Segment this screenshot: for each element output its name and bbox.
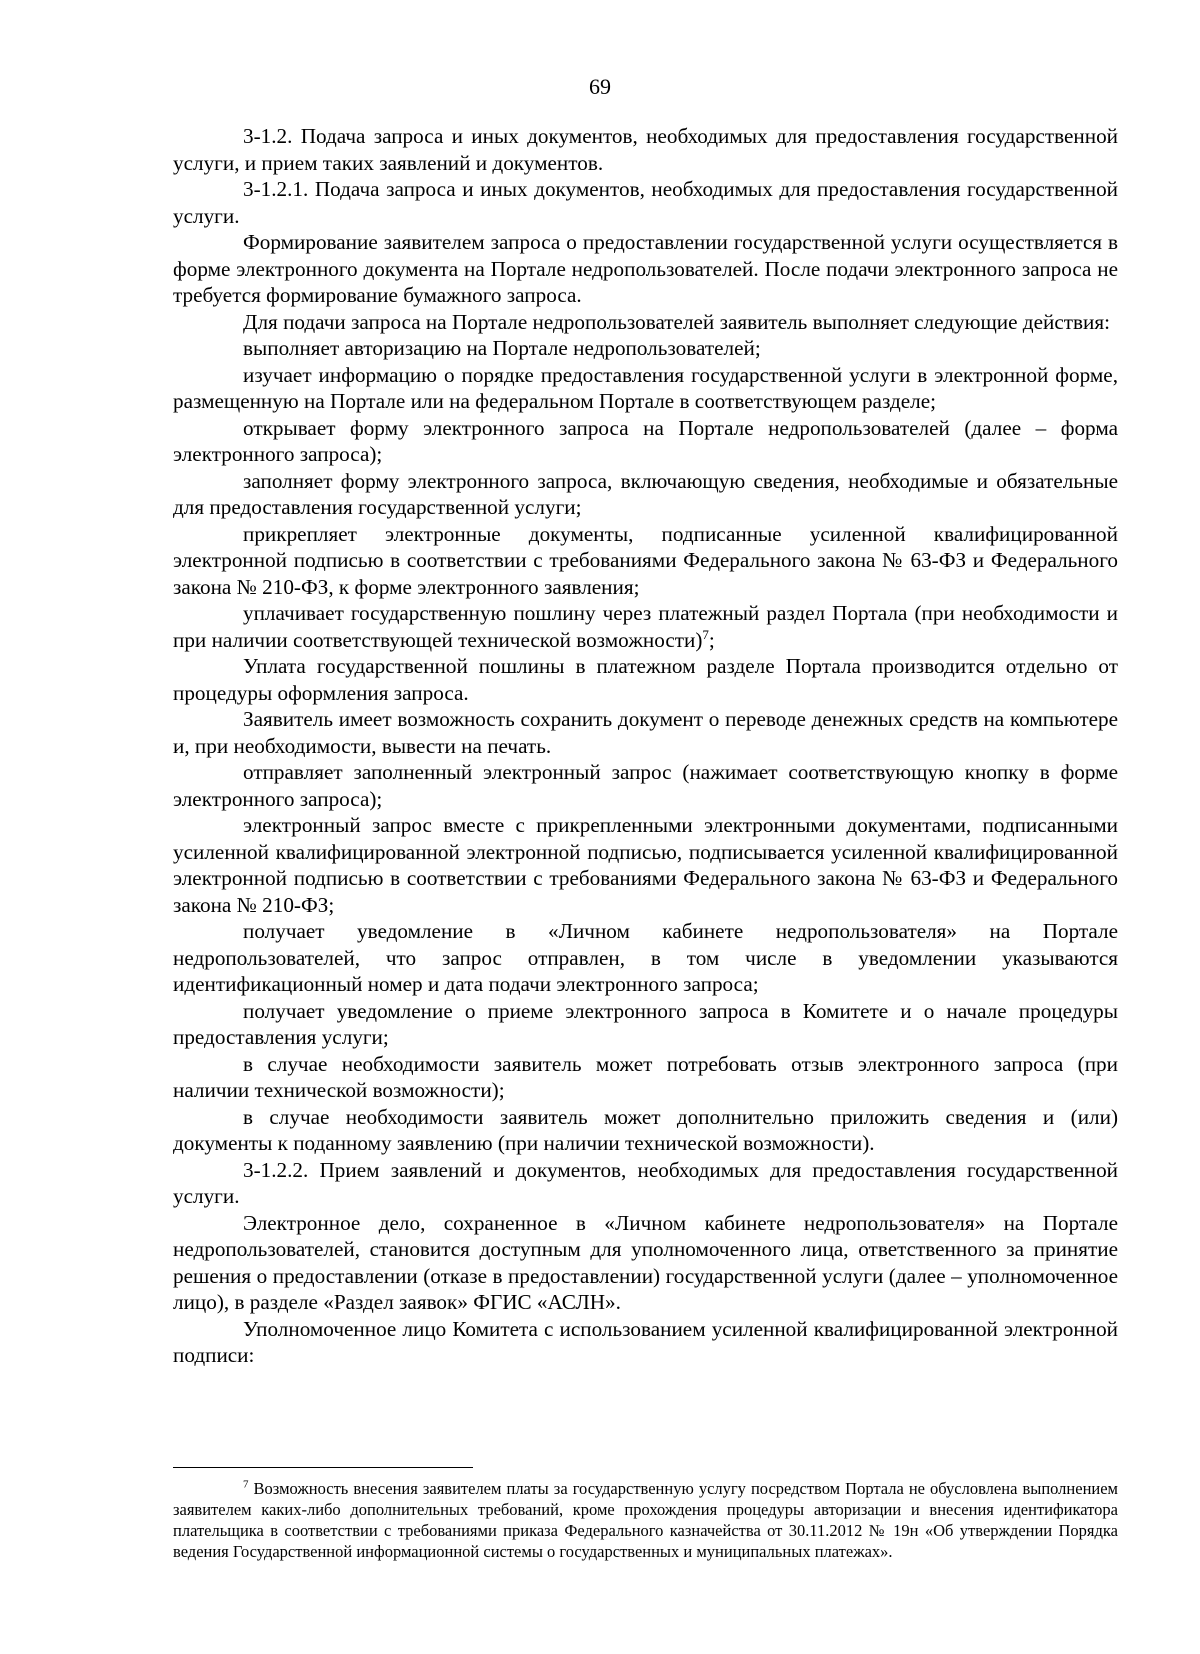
list-item: отправляет заполненный электронный запрос (нажимает соответствующую кнопку в форме электронного запроса); — [173, 760, 1118, 811]
paragraph-section-3-1-2-1: 3-1.2.1. Подача запроса и иных документов, необходимых для предоставления государственной услуги. — [173, 177, 1118, 228]
paragraph-section-3-1-2: 3-1.2. Подача запроса и иных документов, необходимых для предоставления государственной услуги, и прием таких заявлений и документов. — [173, 124, 1118, 175]
footnote-mark: 7 — [243, 1478, 249, 1491]
footnote-divider — [173, 1467, 473, 1468]
list-item: выполняет авторизацию на Портале недропользователей; — [243, 336, 761, 360]
footnote — [173, 1478, 1118, 1562]
list-item-payment — [173, 600, 1118, 653]
list-item: заполняет форму электронного запроса, включающую сведения, необходимые и обязательные для предоставления государственной услуги; — [173, 468, 1118, 519]
document-body — [173, 123, 1118, 1369]
list-item: в случае необходимости заявитель может потребовать отзыв электронного запроса (при наличии технической возможности); — [173, 1051, 1118, 1102]
payment-suffix: ; — [708, 627, 715, 652]
list-item: прикрепляет электронные документы, подписанные усиленной квалифицированной электронной подписью в соответствии с требованиями Федерального закона № 63-ФЗ и Федерального закона № 210-ФЗ, к форме электронного заявления; — [173, 521, 1118, 599]
footnote-reference: 7 — [702, 626, 709, 642]
list-item: электронный запрос вместе с прикрепленными электронными документами, подписанными усиленной квалифицированной электронной подписью, подписывается усиленной квалифицированной электронной подписью в соответствии с требованиями Федерального закона № 63-ФЗ и Федерального закона № 210-ФЗ; — [173, 813, 1118, 917]
footnote-text: Возможность внесения заявителем платы за государственную услугу посредством Портала не обусловлена выполнением заявителем каких-либо дополнительных требований, кроме прохождения процедуры авторизации и внесения идентификатора плательщика в соответствии с требованиями приказа Федерального казначейства от 30.11.2012 № 19н «Об утверждении Порядка ведения Государственной информационной системы о государственных и муниципальных платежах». — [173, 1479, 1118, 1561]
page-number: 69 — [589, 74, 611, 99]
paragraph: Для подачи запроса на Портале недропользователей заявитель выполняет следующие действия: — [243, 309, 1110, 334]
list-item: в случае необходимости заявитель может дополнительно приложить сведения и (или) документы к поданному заявлению (при наличии технической возможности). — [173, 1104, 1118, 1155]
paragraph: Уполномоченное лицо Комитета с использованием усиленной квалифицированной электронной подписи: — [173, 1316, 1118, 1367]
paragraph: Заявитель имеет возможность сохранить документ о переводе денежных средств на компьютере и, при необходимости, вывести на печать. — [173, 707, 1118, 758]
paragraph: Электронное дело, сохраненное в «Личном кабинете недропользователя» на Портале недропользователей, становится доступным для уполномоченного лица, ответственного за принятие решения о предоставлении (отказе в предоставлении) государственной услуги (далее – уполномоченное лицо), в разделе «Раздел заявок» ФГИС «АСЛН». — [173, 1210, 1118, 1314]
paragraph-section-3-1-2-2: 3-1.2.2. Прием заявлений и документов, необходимых для предоставления государственной услуги. — [173, 1157, 1118, 1208]
list-item: открывает форму электронного запроса на Портале недропользователей (далее – форма электронного запроса); — [173, 415, 1118, 466]
paragraph: Уплата государственной пошлины в платежном разделе Портала производится отдельно от процедуры оформления запроса. — [173, 654, 1118, 705]
list-item: получает уведомление о приеме электронного запроса в Комитете и о начале процедуры предоставления услуги; — [173, 998, 1118, 1049]
list-item: изучает информацию о порядке предоставления государственной услуги в электронной форме, размещенную на Портале или на федеральном Портале в соответствующем разделе; — [173, 362, 1118, 413]
paragraph: Формирование заявителем запроса о предоставлении государственной услуги осуществляется в форме электронного документа на Портале недропользователей. После подачи электронного запроса не требуется формирование бумажного запроса. — [173, 230, 1118, 307]
footnote-text-block — [173, 1478, 1118, 1562]
list-item: получает уведомление в «Личном кабинете недропользователя» на Портале недропользователей, что запрос отправлен, в том числе в уведомлении указываются идентификационный номер и дата подачи электронного запроса; — [173, 919, 1118, 996]
payment-text: уплачивает государственную пошлину через платежный раздел Портала (при необходимости и при наличии соответствующей технической возможности) — [173, 601, 1118, 652]
